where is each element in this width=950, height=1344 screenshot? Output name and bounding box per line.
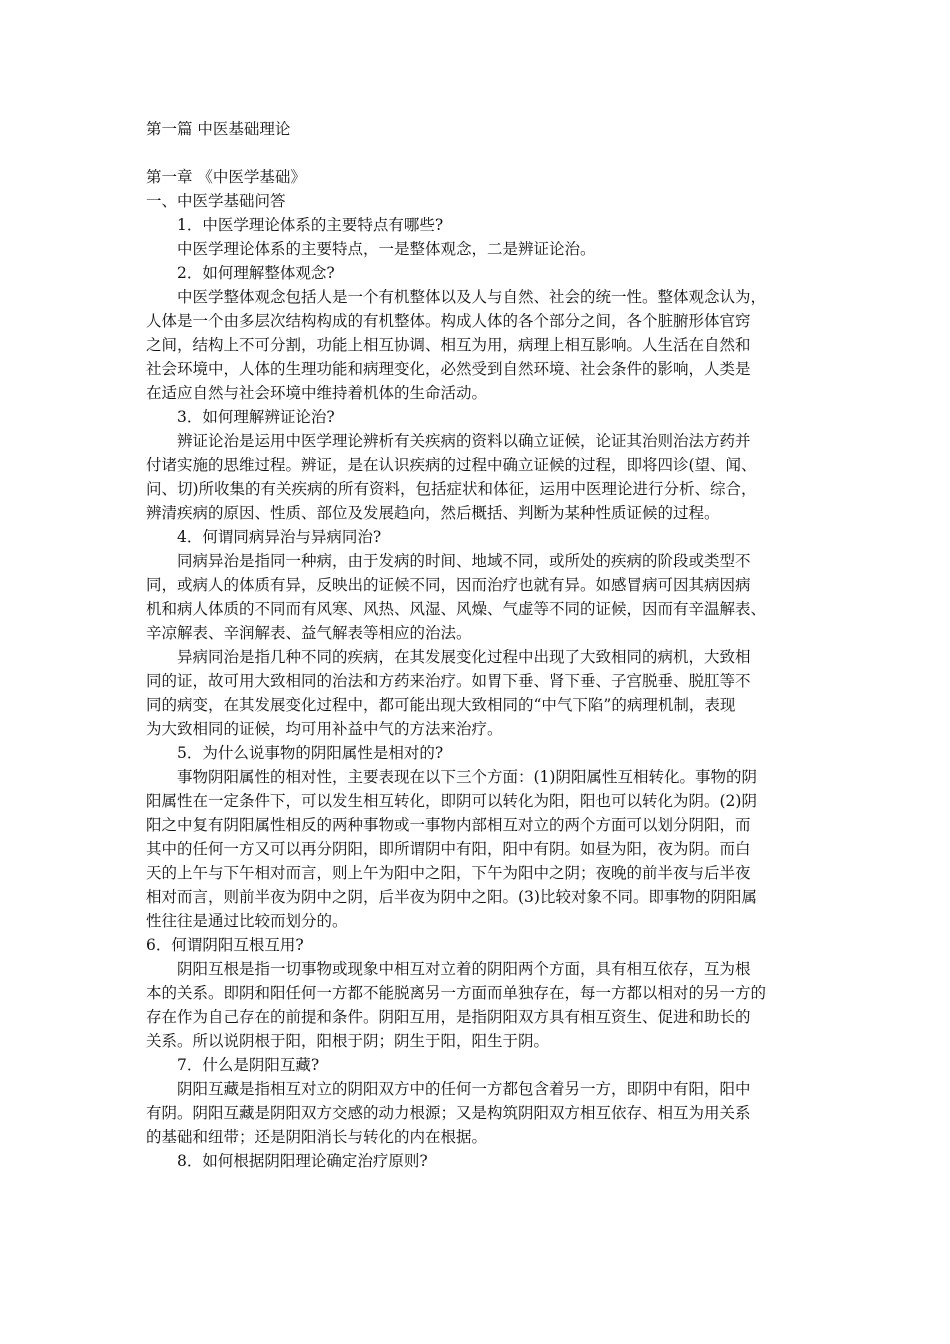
text-line: 社会环境中，人体的生理功能和病理变化，必然受到自然环境、社会条件的影响，人类是	[146, 360, 751, 378]
text-line: 阳属性在一定条件下，可以发生相互转化，即阴可以转化为阳，阳也可以转化为阴。(2)阴	[146, 792, 757, 810]
text-line: 辨证论治是运用中医学理论辨析有关疾病的资料以确立证候，论证其治则治法方药并	[146, 432, 751, 450]
text-line: 中医学整体观念包括人是一个有机整体以及人与自然、社会的统一性。整体观念认为，	[146, 288, 767, 306]
text-line: 同病异治是指同一种病，由于发病的时间、地域不同，或所处的疾病的阶段或类型不	[146, 552, 751, 570]
section-title: 一、中医学基础问答	[146, 192, 286, 210]
text-line: 机和病人体质的不同而有风寒、风热、风湿、风燥、气虚等不同的证候，因而有辛温解表、	[146, 600, 767, 618]
text-line: 7．什么是阴阳互藏?	[146, 1056, 320, 1074]
text-line: 本的关系。即阴和阳任何一方都不能脱离另一方面而单独存在，每一方都以相对的另一方的	[146, 984, 767, 1002]
text-line: 异病同治是指几种不同的疾病，在其发展变化过程中出现了大致相同的病机，大致相	[146, 648, 751, 666]
text-line: 8．如何根据阴阳理论确定治疗原则?	[146, 1152, 428, 1170]
text-line: 有阴。阴阳互藏是阴阳双方交感的动力根源；又是构筑阴阳双方相互依存、相互为用关系	[146, 1104, 751, 1122]
document-body	[146, 117, 812, 1173]
text-line: 在适应自然与社会环境中维持着机体的生命活动。	[146, 384, 488, 402]
text-line: 相对而言，则前半夜为阴中之阴，后半夜为阴中之阳。(3)比较对象不同。即事物的阴阳属	[146, 888, 757, 906]
text-line: 性往往是通过比较而划分的。	[146, 912, 348, 930]
text-line: 阴阳互根是指一切事物或现象中相互对立着的阴阳两个方面，具有相互依存，互为根	[146, 960, 751, 978]
text-line: 辛凉解表、辛润解表、益气解表等相应的治法。	[146, 624, 472, 642]
text-line: 天的上午与下午相对而言，则上午为阳中之阳，下午为阳中之阴；夜晚的前半夜与后半夜	[146, 864, 751, 882]
text-line: 人体是一个由多层次结构构成的有机整体。构成人体的各个部分之间，各个脏腑形体官窍	[146, 312, 751, 330]
text-line: 中医学理论体系的主要特点，一是整体观念，二是辨证论治。	[146, 240, 596, 258]
text-line: 3．如何理解辨证论治?	[146, 408, 335, 426]
text-line: 存在作为自己存在的前提和条件。阴阳互用，是指阴阳双方具有相互资生、促进和助长的	[146, 1008, 751, 1026]
chapter-title: 第一章 《中医学基础》	[146, 168, 306, 186]
text-line: 同的病变，在其发展变化过程中，都可能出现大致相同的“中气下陷”的病理机制，表现	[146, 696, 736, 714]
text-line: 同，或病人的体质有异，反映出的证候不同，因而治疗也就有异。如感冒病可因其病因病	[146, 576, 751, 594]
part-title: 第一篇 中医基础理论	[146, 120, 291, 138]
text-line: 6．何谓阴阳互根互用?	[146, 936, 304, 954]
text-line: 辨清疾病的原因、性质、部位及发展趋向，然后概括、判断为某种性质证候的过程。	[146, 504, 720, 522]
text-line: 事物阴阳属性的相对性，主要表现在以下三个方面：(1)阴阳属性互相转化。事物的阴	[146, 768, 757, 786]
text-line: 问、切)所收集的有关疾病的所有资料，包括症状和体征，运用中医理论进行分析、综合，	[146, 480, 757, 498]
text-line: 2．如何理解整体观念?	[146, 264, 335, 282]
text-line: 阴阳互藏是指相互对立的阴阳双方中的任何一方都包含着另一方，即阴中有阳，阳中	[146, 1080, 751, 1098]
text-line: 之间，结构上不可分割，功能上相互协调、相互为用，病理上相互影响。人生活在自然和	[146, 336, 751, 354]
text-line: 4．何谓同病异治与异病同治?	[146, 528, 382, 546]
text-line: 同的证，故可用大致相同的治法和方药来治疗。如胃下垂、肾下垂、子宫脱垂、脱肛等不	[146, 672, 751, 690]
text-line: 付诸实施的思维过程。辨证，是在认识疾病的过程中确立证候的过程，即将四诊(望、闻、	[146, 456, 757, 474]
text-line: 其中的任何一方又可以再分阴阳，即所谓阴中有阳，阳中有阴。如昼为阳，夜为阴。而白	[146, 840, 751, 858]
text-line: 5．为什么说事物的阴阳属性是相对的?	[146, 744, 444, 762]
text-line: 为大致相同的证候，均可用补益中气的方法来治疗。	[146, 720, 503, 738]
text-line: 关系。所以说阴根于阳，阳根于阴；阴生于阳，阳生于阴。	[146, 1032, 550, 1050]
text-line: 的基础和纽带；还是阴阳消长与转化的内在根据。	[146, 1128, 488, 1146]
text-line: 1．中医学理论体系的主要特点有哪些?	[146, 216, 444, 234]
text-line: 阳之中复有阴阳属性相反的两种事物或一事物内部相互对立的两个方面可以划分阴阳，而	[146, 816, 751, 834]
